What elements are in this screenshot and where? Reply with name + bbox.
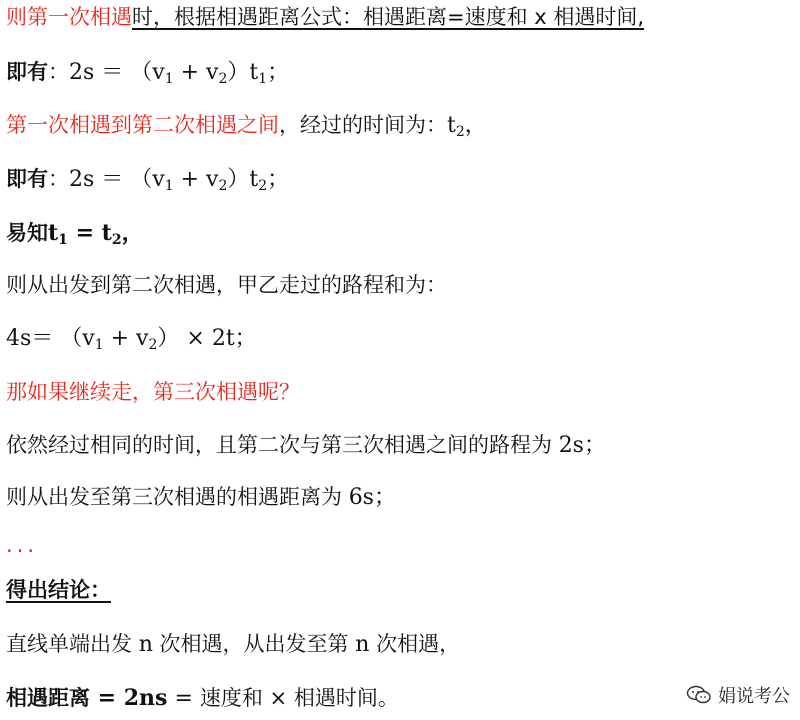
text-line-14: [6, 683, 399, 714]
highlight-text: 则第一次相遇: [6, 5, 132, 29]
text-line-8: [6, 377, 300, 407]
body-text: 次相遇，: [369, 632, 461, 656]
body-text: 直线单端出发: [6, 632, 139, 656]
colon: ：: [48, 60, 69, 84]
underlined-text: 时，根据相遇距离公式：相遇距离=速度和 x 相遇时间,: [132, 5, 645, 29]
variable-n: n: [355, 632, 370, 657]
text-line-12: [6, 575, 111, 605]
formula: $t_2$，: [447, 113, 487, 140]
highlight-text: 第一次相遇到第二次相遇之间: [6, 113, 279, 137]
body-text: 则从出发到第二次相遇，甲乙走过的路程和为：: [6, 273, 447, 297]
body-text: ，经过的时间为：: [279, 113, 447, 137]
variable-n: n: [138, 632, 153, 657]
bold-label: 易知: [6, 221, 48, 245]
formula: $2s = (v_1 + v_2)t_2$；: [69, 167, 290, 194]
formula: 6s；: [348, 485, 396, 510]
equals: =: [167, 686, 200, 711]
formula: $t_1 = t_2$，: [48, 220, 144, 248]
colon: ：: [48, 167, 69, 191]
highlight-text: 那如果继续走，第三次相遇呢？: [6, 380, 300, 404]
text-line-1: [6, 2, 644, 32]
text-line-7: [6, 323, 257, 360]
bold-label: 相遇距离: [6, 686, 90, 710]
bold-label: 即有: [6, 167, 48, 191]
body-text: 则从出发至第三次相遇的相遇距离为: [6, 485, 349, 509]
formula: $4s= (v_1 + v_2) \times 2t$；: [6, 326, 257, 353]
wechat-icon: [686, 685, 712, 705]
watermark: [686, 682, 790, 708]
body-text: 速度和 × 相遇时间。: [199, 686, 399, 710]
text-line-2: [6, 57, 289, 94]
formula: $2s = (v_1 + v_2)t_1$；: [69, 60, 290, 87]
text-line-9: [6, 430, 606, 461]
watermark-text: 娟说考公: [718, 686, 790, 707]
text-line-5: [6, 218, 144, 255]
ellipsis: ...: [6, 533, 39, 557]
body-text: 依然经过相同的时间，且第二次与第三次相遇之间的路程为: [6, 433, 559, 457]
text-line-4: [6, 164, 289, 201]
body-text: 次相遇，从出发至第: [152, 632, 356, 656]
text-line-6: [6, 270, 447, 300]
text-line-10: [6, 482, 396, 513]
formula: 2s；: [558, 433, 606, 458]
bold-label: 即有: [6, 60, 48, 84]
text-line-3: [6, 110, 487, 147]
conclusion-heading: 得出结论：: [6, 578, 111, 602]
text-line-13: [6, 629, 460, 660]
formula: = 2ns: [90, 685, 168, 711]
